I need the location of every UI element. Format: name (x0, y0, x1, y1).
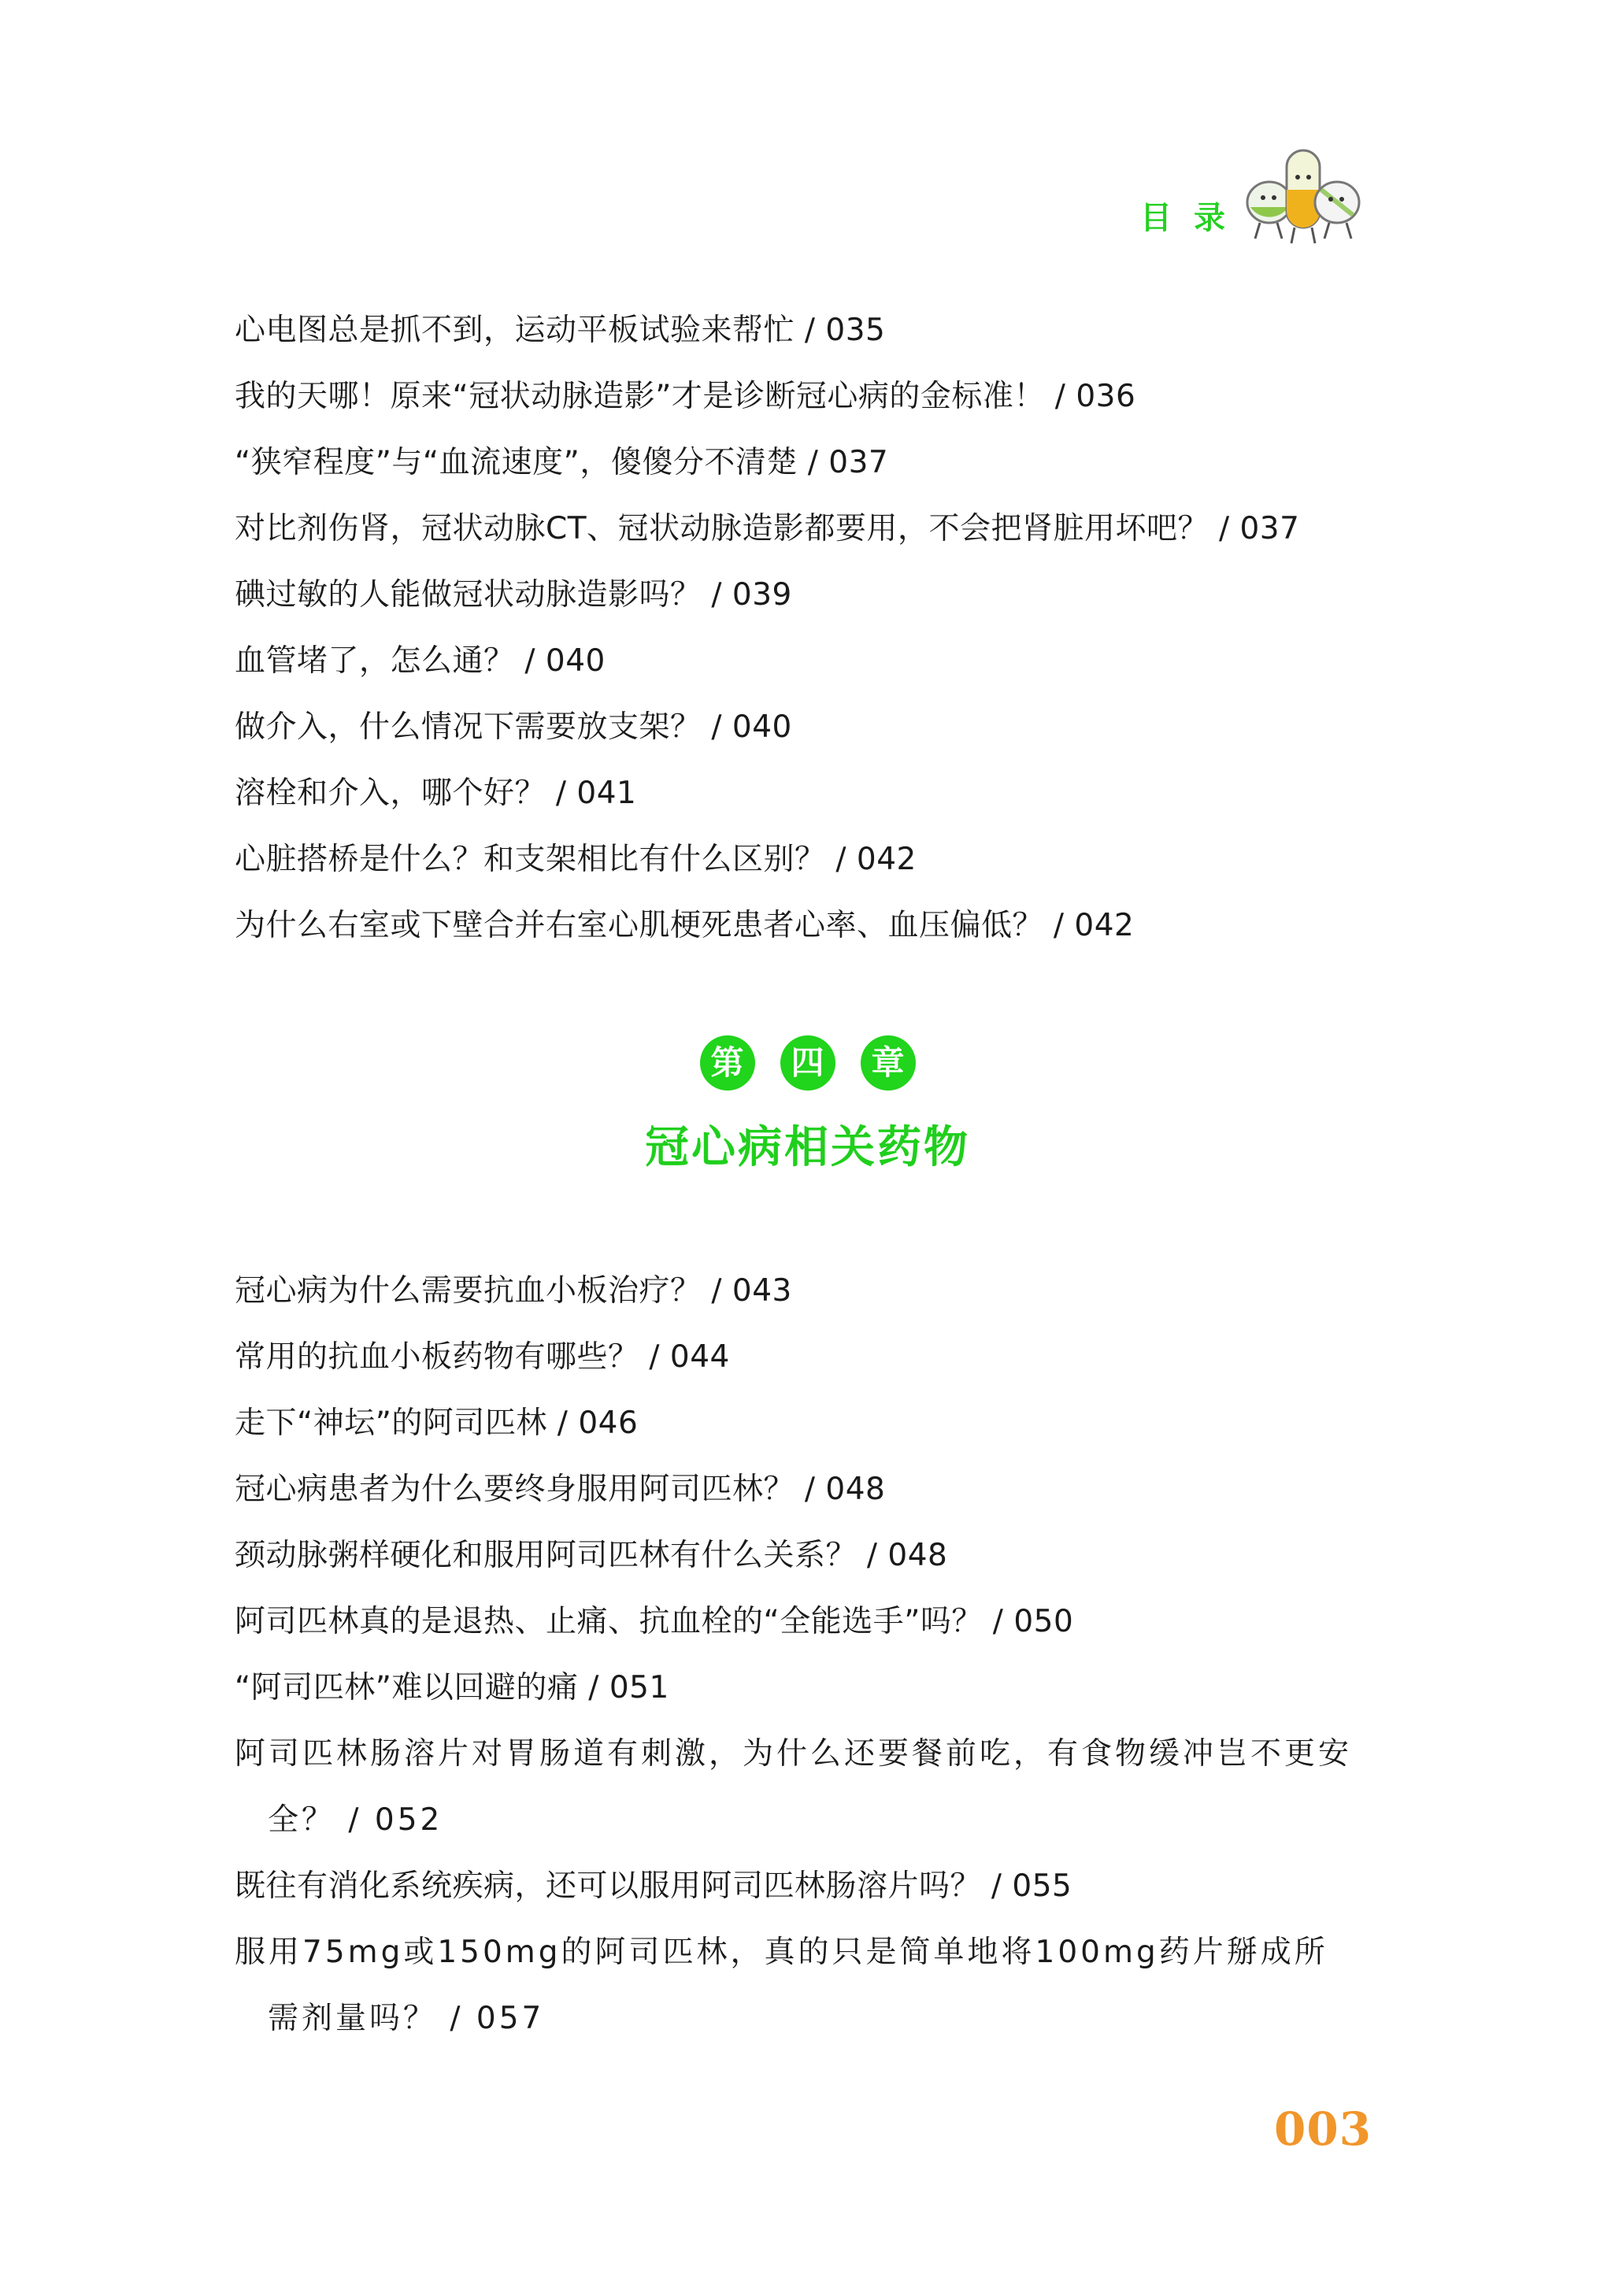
toc-entry[interactable]: 心电图总是抓不到，运动平板试验来帮忙 / 035 (235, 313, 886, 348)
toc-entry[interactable]: 溶栓和介入，哪个好？ / 041 (235, 776, 637, 811)
toc-list-chapter-four (235, 1258, 1361, 2052)
toc-entry[interactable]: 做介入，什么情况下需要放支架？ / 040 (235, 709, 792, 745)
page-number: 003 (1274, 2102, 1372, 2156)
toc-entry[interactable]: 阿司匹林真的是退热、止痛、抗血栓的“全能选手”吗？ / 050 (235, 1604, 1074, 1639)
toc-entry[interactable]: 常用的抗血小板药物有哪些？ / 044 (235, 1339, 730, 1375)
chapter-badge-si: 四 (780, 1035, 835, 1091)
pill-mascots-icon (1244, 146, 1362, 248)
toc-entry[interactable]: “阿司匹林”难以回避的痛 / 051 (235, 1670, 669, 1705)
toc-entry[interactable]: 冠心病患者为什么要终身服用阿司匹林？ / 048 (235, 1472, 886, 1507)
toc-list-chapter-three (235, 298, 1361, 959)
toc-entry[interactable]: 碘过敏的人能做冠状动脉造影吗？ / 039 (235, 577, 792, 613)
toc-entry[interactable]: 既往有消化系统疾病，还可以服用阿司匹林肠溶片吗？ / 055 (235, 1868, 1072, 1904)
toc-entry[interactable]: 为什么右室或下壁合并右室心肌梗死患者心率、血压偏低？ / 042 (235, 908, 1135, 943)
chapter-title: 冠心病相关药物 (645, 1121, 970, 1173)
section-header-title: 目录 (1140, 200, 1247, 236)
toc-entry[interactable]: 对比剂伤肾，冠状动脉CT、冠状动脉造影都要用，不会把肾脏用坏吧？ / 037 (235, 511, 1300, 546)
toc-entry[interactable]: 颈动脉粥样硬化和服用阿司匹林有什么关系？ / 048 (235, 1538, 948, 1573)
toc-entry[interactable]: 血管堵了，怎么通？ / 040 (235, 643, 606, 679)
toc-entry[interactable]: 心脏搭桥是什么？和支架相比有什么区别？ / 042 (235, 842, 917, 877)
chapter-badge-di: 第 (700, 1035, 755, 1091)
toc-entry[interactable]: 冠心病为什么需要抗血小板治疗？ / 043 (235, 1273, 792, 1309)
chapter-number-badges (0, 1035, 1615, 1091)
toc-entry[interactable]: 走下“神坛”的阿司匹林 / 046 (235, 1405, 639, 1441)
chapter-badge-zhang: 章 (861, 1035, 916, 1091)
toc-entry[interactable]: 我的天哪！原来“冠状动脉造影”才是诊断冠心病的金标准！ / 036 (235, 379, 1136, 414)
toc-entry[interactable]: 阿司匹林肠溶片对胃肠道有刺激，为什么还要餐前吃，有食物缓冲岂不更安全？ / 052 (235, 1736, 1353, 1838)
toc-entry[interactable]: 服用75mg或150mg的阿司匹林，真的只是简单地将100mg药片掰成所需剂量吗？ / 057 (235, 1935, 1328, 2036)
toc-entry[interactable]: “狭窄程度”与“血流速度”，傻傻分不清楚 / 037 (235, 445, 889, 480)
